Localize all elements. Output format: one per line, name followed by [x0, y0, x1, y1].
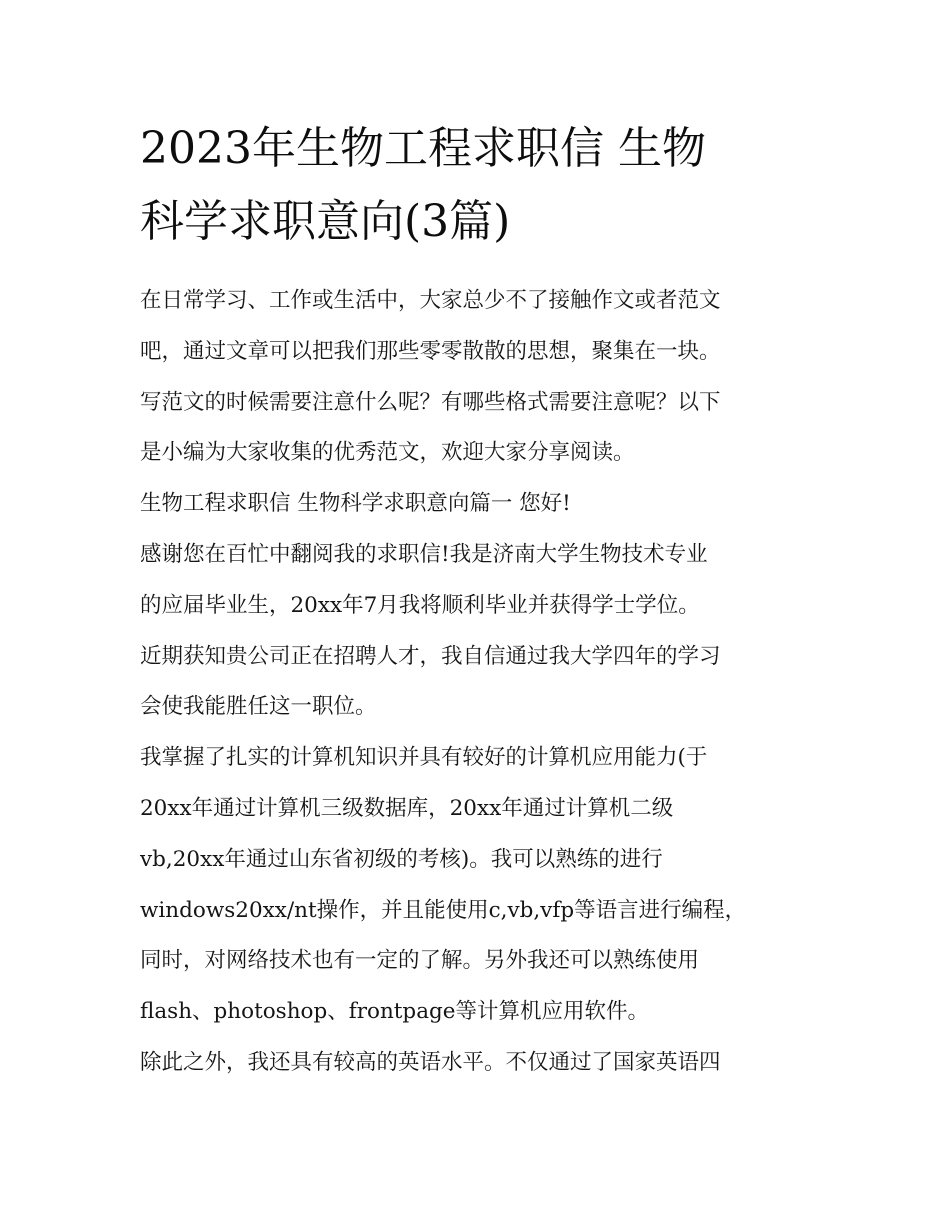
- body-line: 同时，对网络技术也有一定的了解。另外我还可以熟练使用: [140, 948, 700, 974]
- body-line: vb,20xx年通过山东省初级的考核)。我可以熟练的进行: [140, 846, 663, 872]
- body-line: 的应届毕业生，20xx年7月我将顺利毕业并获得学士学位。: [140, 592, 700, 618]
- document-body: [140, 276, 830, 1089]
- body-line: 20xx年通过计算机三级数据库，20xx年通过计算机二级: [140, 795, 674, 821]
- body-line: 写范文的时候需要注意什么呢？有哪些格式需要注意呢？以下: [140, 389, 721, 415]
- body-line: 是小编为大家收集的优秀范文，欢迎大家分享阅读。: [140, 440, 635, 466]
- body-line: 除此之外，我还具有较高的英语水平。不仅通过了国家英语四: [140, 1049, 721, 1075]
- body-line: windows20xx/nt操作，并且能使用c,vb,vfp等语言进行编程，: [140, 897, 747, 923]
- body-line: 我掌握了扎实的计算机知识并具有较好的计算机应用能力(于: [140, 745, 708, 771]
- body-line: 吧，通过文章可以把我们那些零零散散的思想，聚集在一块。: [140, 338, 721, 364]
- document-title: [140, 112, 820, 258]
- title-line: 2023年生物工程求职信 生物: [140, 123, 706, 174]
- body-line: 会使我能胜任这一职位。: [140, 694, 377, 720]
- title-line: 科学求职意向(3篇): [140, 196, 511, 247]
- body-line: flash、photoshop、frontpage等计算机应用软件。: [140, 999, 649, 1025]
- body-line: 在日常学习、工作或生活中，大家总少不了接触作文或者范文: [140, 288, 721, 313]
- body-line: 感谢您在百忙中翻阅我的求职信!我是济南大学生物技术专业: [140, 541, 708, 567]
- section-heading-line: 生物工程求职信 生物科学求职意向篇一 您好!: [140, 491, 571, 517]
- body-line: 近期获知贵公司正在招聘人才，我自信通过我大学四年的学习: [140, 643, 721, 669]
